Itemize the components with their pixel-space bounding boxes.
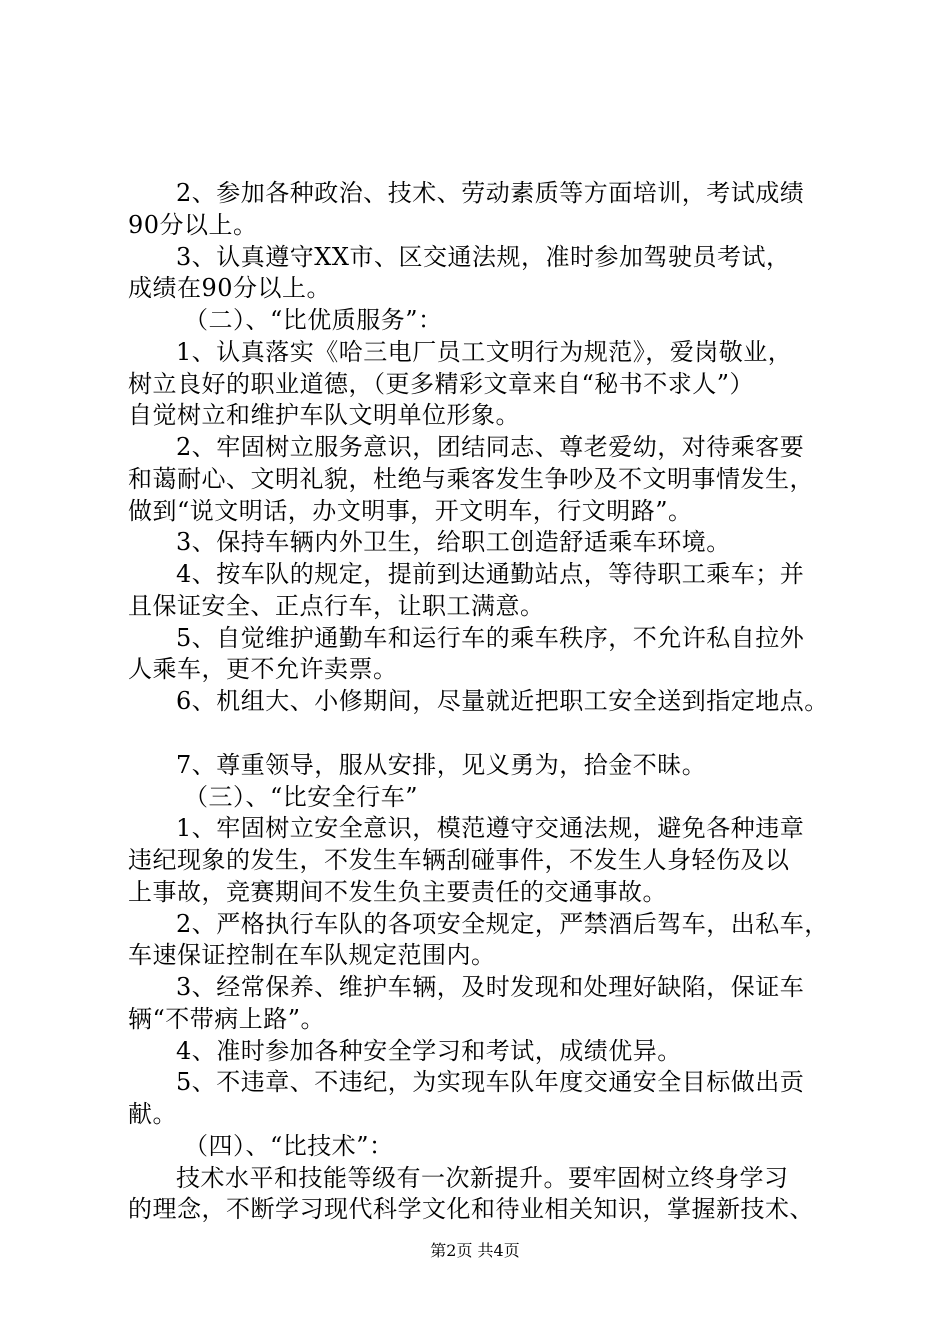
text-line: 辆“不带病上路”。 — [128, 1005, 326, 1033]
text-line: 2、牢固树立服务意识，团结同志、尊老爱幼，对待乘客要 — [176, 433, 805, 461]
text-line: 5、自觉维护通勤车和运行车的乘车秩序，不允许私自拉外 — [176, 624, 805, 652]
text-line: 违纪现象的发生，不发生车辆刮碰事件，不发生人身轻伤及以 — [128, 846, 790, 874]
text-line: 1、认真落实《哈三电厂员工文明行为规范》，爱岗敬业， — [176, 338, 793, 366]
text-line: 5、不违章、不违纪，为实现车队年度交通安全目标做出贡 — [176, 1068, 805, 1096]
text-line: 3、经常保养、维护车辆，及时发现和处理好缺陷，保证车 — [176, 973, 805, 1001]
text-line: 树立良好的职业道德，（更多精彩文章来自“秘书不求人”） — [128, 370, 755, 398]
section-heading: （二）、“比优质服务”： — [184, 306, 443, 334]
text-line: 7、尊重领导，服从安排，见义勇为，拾金不昧。 — [176, 751, 707, 779]
text-line: 4、按车队的规定，提前到达通勤站点，等待职工乘车；并 — [176, 560, 805, 588]
text-line: 人乘车，更不允许卖票。 — [128, 655, 398, 683]
text-line: 3、认真遵守XX市、区交通法规，准时参加驾驶员考试， — [176, 243, 791, 271]
text-line: 且保证安全、正点行车，让职工满意。 — [128, 592, 545, 620]
section-heading: （三）、“比安全行车” — [184, 783, 419, 811]
text-line: 90分以上。 — [128, 211, 258, 239]
text-line: 的理念，不断学习现代科学文化和待业相关知识，掌握新技术、 — [128, 1195, 814, 1223]
section-heading: （四）、“比技术”： — [184, 1132, 394, 1160]
text-line: 2、严格执行车队的各项安全规定，严禁酒后驾车，出私车， — [176, 910, 829, 938]
page-footer: 第2页 共4页 — [430, 1241, 520, 1260]
text-line: 和蔼耐心、文明礼貌，杜绝与乘客发生争吵及不文明事情发生， — [128, 465, 814, 493]
text-line: 技术水平和技能等级有一次新提升。要牢固树立终身学习 — [176, 1164, 789, 1192]
text-line: 车速保证控制在车队规定范围内。 — [128, 941, 496, 969]
text-line: 1、牢固树立安全意识，模范遵守交通法规，避免各种违章 — [176, 814, 805, 842]
text-line: 6、机组大、小修期间，尽量就近把职工安全送到指定地点。 — [176, 687, 829, 715]
text-line: 成绩在90分以上。 — [128, 274, 332, 302]
text-line: 上事故，竞赛期间不发生负主要责任的交通事故。 — [128, 878, 667, 906]
text-line: 做到“说文明话，办文明事，开文明车，行文明路”。 — [128, 497, 693, 525]
text-line: 献。 — [128, 1100, 177, 1128]
text-line: 4、准时参加各种安全学习和考试，成绩优异。 — [176, 1037, 682, 1065]
text-line: 3、保持车辆内外卫生，给职工创造舒适乘车环境。 — [176, 528, 731, 556]
text-line: 2、参加各种政治、技术、劳动素质等方面培训，考试成绩 — [176, 179, 805, 207]
text-line: 自觉树立和维护车队文明单位形象。 — [128, 401, 520, 429]
